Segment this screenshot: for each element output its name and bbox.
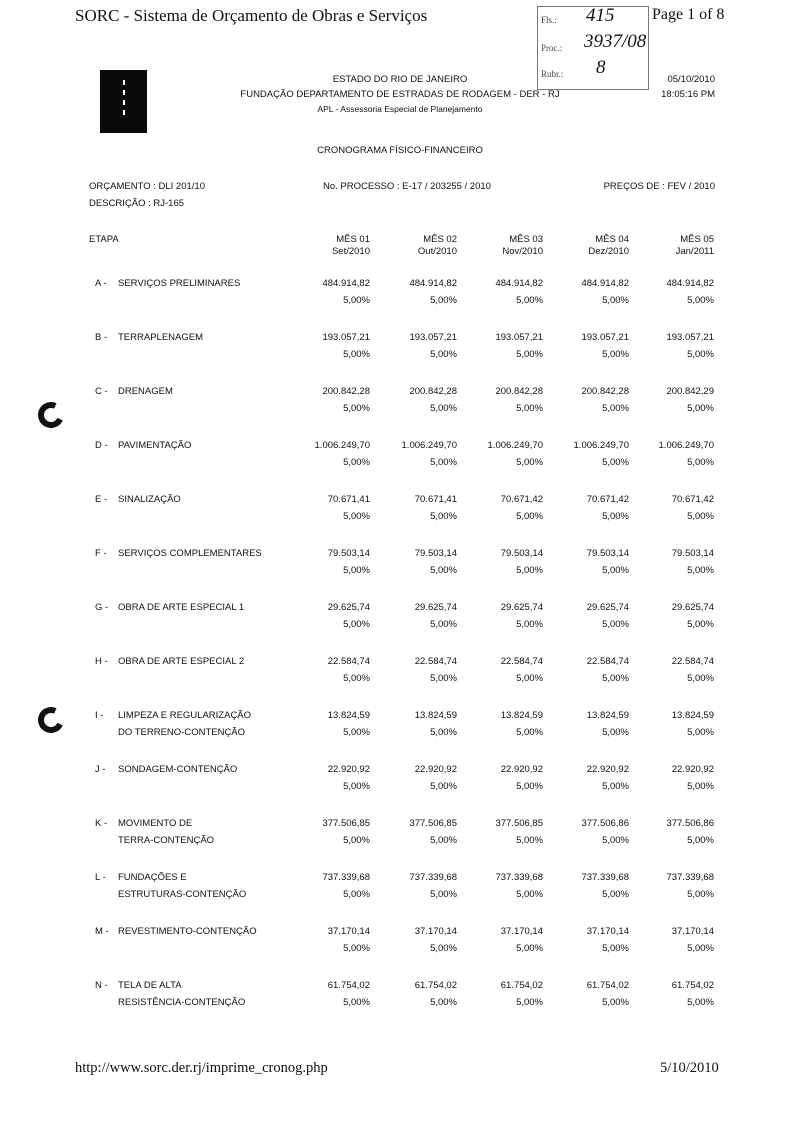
month-percent: 5,00% (430, 673, 457, 684)
month-value: 22.920,92 (500, 764, 543, 775)
month-value: 200.842,28 (495, 386, 543, 397)
stamp-proc-value: 3937/08 (584, 31, 647, 52)
etapa-label: OBRA DE ARTE ESPECIAL 1 (118, 602, 245, 613)
month-value: 377.506,85 (495, 818, 543, 829)
month-percent: 5,00% (687, 943, 714, 954)
month-value: 737.339,68 (581, 872, 629, 883)
month-percent: 5,00% (516, 295, 543, 306)
etapa-code: N - (95, 980, 108, 991)
header-time: 18:05:16 PM (661, 89, 715, 100)
month-value: 737.339,68 (495, 872, 543, 883)
month-value: 13.824,59 (414, 710, 457, 721)
etapa-label: PAVIMENTAÇÃO (118, 440, 192, 451)
month-value: 79.503,14 (671, 548, 714, 559)
month-percent: 5,00% (516, 889, 543, 900)
etapa-label: REVESTIMENTO-CONTENÇÃO (118, 926, 257, 937)
month-value: 79.503,14 (327, 548, 370, 559)
etapa-label: SONDAGEM-CONTENÇÃO (118, 764, 238, 775)
month-percent: 5,00% (343, 349, 370, 360)
punch-hole-mark (34, 703, 67, 736)
month-value: 200.842,28 (581, 386, 629, 397)
month-value: 193.057,21 (495, 332, 543, 343)
month-header-name: MÊS 02 (423, 234, 457, 245)
month-percent: 5,00% (430, 835, 457, 846)
month-percent: 5,00% (430, 997, 457, 1008)
month-percent: 5,00% (430, 511, 457, 522)
month-value: 22.920,92 (327, 764, 370, 775)
month-value: 61.754,02 (327, 980, 370, 991)
footer-url: http://www.sorc.der.rj/imprime_cronog.php (75, 1060, 328, 1076)
etapa-label: SERVIÇOS PRELIMINARES (118, 278, 241, 289)
month-value: 377.506,86 (581, 818, 629, 829)
month-percent: 5,00% (687, 673, 714, 684)
month-value: 37.170,14 (327, 926, 370, 937)
month-percent: 5,00% (602, 457, 629, 468)
etapa-code: I - (95, 710, 104, 721)
month-percent: 5,00% (430, 781, 457, 792)
etapa-label-line2: RESISTÊNCIA-CONTENÇÃO (118, 997, 246, 1008)
month-percent: 5,00% (602, 889, 629, 900)
month-percent: 5,00% (602, 781, 629, 792)
month-value: 1.006.249,70 (573, 440, 629, 451)
month-value: 70.671,41 (414, 494, 457, 505)
month-value: 61.754,02 (414, 980, 457, 991)
month-value: 737.339,68 (409, 872, 457, 883)
etapa-code: F - (95, 548, 107, 559)
month-header-name: MÊS 04 (595, 234, 629, 245)
month-percent: 5,00% (687, 511, 714, 522)
month-value: 22.920,92 (414, 764, 457, 775)
month-header-period: Out/2010 (417, 246, 457, 257)
month-value: 22.920,92 (671, 764, 714, 775)
etapa-code: D - (95, 440, 108, 451)
stamp-rubr-value: 8 (596, 57, 606, 78)
month-percent: 5,00% (602, 619, 629, 630)
month-percent: 5,00% (602, 727, 629, 738)
month-value: 70.671,42 (671, 494, 714, 505)
month-value: 377.506,85 (409, 818, 457, 829)
month-value: 193.057,21 (581, 332, 629, 343)
month-value: 79.503,14 (414, 548, 457, 559)
month-percent: 5,00% (516, 511, 543, 522)
month-percent: 5,00% (516, 943, 543, 954)
month-percent: 5,00% (430, 619, 457, 630)
month-percent: 5,00% (687, 457, 714, 468)
month-value: 37.170,14 (414, 926, 457, 937)
document-title: CRONOGRAMA FÍSICO-FINANCEIRO (317, 145, 483, 156)
month-value: 70.671,41 (327, 494, 370, 505)
month-value: 737.339,68 (322, 872, 370, 883)
etapa-code: M - (95, 926, 109, 937)
etapa-code: A - (95, 278, 107, 289)
month-percent: 5,00% (343, 727, 370, 738)
month-percent: 5,00% (343, 619, 370, 630)
month-value: 61.754,02 (671, 980, 714, 991)
month-header-period: Dez/2010 (588, 246, 629, 257)
month-value: 1.006.249,70 (401, 440, 457, 451)
punch-hole-mark (34, 398, 67, 431)
month-percent: 5,00% (343, 835, 370, 846)
etapa-label-line2: TERRA-CONTENÇÃO (118, 835, 215, 846)
etapa-code: J - (95, 764, 106, 775)
month-percent: 5,00% (602, 565, 629, 576)
month-value: 193.057,21 (409, 332, 457, 343)
etapa-code: G - (95, 602, 109, 613)
month-percent: 5,00% (687, 835, 714, 846)
month-value: 29.625,74 (500, 602, 543, 613)
month-percent: 5,00% (602, 673, 629, 684)
etapa-code: L - (95, 872, 106, 883)
month-percent: 5,00% (687, 889, 714, 900)
month-percent: 5,00% (430, 349, 457, 360)
browser-page-title: SORC - Sistema de Orçamento de Obras e Serviços (75, 6, 428, 25)
header-state: ESTADO DO RIO DE JANEIRO (332, 74, 468, 85)
footer-date: 5/10/2010 (660, 1060, 719, 1076)
etapa-label: LIMPEZA E REGULARIZAÇÃO (118, 710, 252, 721)
month-value: 200.842,29 (666, 386, 714, 397)
month-percent: 5,00% (343, 889, 370, 900)
page-number: Page 1 of 8 (652, 6, 725, 23)
month-value: 29.625,74 (586, 602, 629, 613)
month-value: 200.842,28 (322, 386, 370, 397)
month-value: 1.006.249,70 (314, 440, 370, 451)
etapa-label: FUNDAÇÕES E (118, 872, 187, 883)
etapa-code: B - (95, 332, 108, 343)
etapa-label: MOVIMENTO DE (118, 818, 193, 829)
month-percent: 5,00% (602, 997, 629, 1008)
month-percent: 5,00% (430, 457, 457, 468)
month-value: 484.914,82 (581, 278, 629, 289)
month-percent: 5,00% (516, 673, 543, 684)
etapa-label-line2: ESTRUTURAS-CONTENÇÃO (118, 889, 247, 900)
month-header-period: Nov/2010 (502, 246, 543, 257)
etapa-label: SERVIÇOS COMPLEMENTARES (118, 548, 262, 559)
month-percent: 5,00% (602, 403, 629, 414)
month-percent: 5,00% (343, 943, 370, 954)
month-percent: 5,00% (343, 997, 370, 1008)
month-value: 22.920,92 (586, 764, 629, 775)
month-value: 29.625,74 (327, 602, 370, 613)
etapa-label: DRENAGEM (118, 386, 173, 397)
month-value: 22.584,74 (327, 656, 370, 667)
month-header-name: MÊS 03 (509, 234, 543, 245)
month-value: 37.170,14 (586, 926, 629, 937)
month-value: 193.057,21 (322, 332, 370, 343)
month-header-name: MÊS 01 (336, 234, 370, 245)
month-percent: 5,00% (516, 619, 543, 630)
month-percent: 5,00% (687, 781, 714, 792)
month-value: 193.057,21 (666, 332, 714, 343)
month-percent: 5,00% (687, 403, 714, 414)
month-value: 37.170,14 (500, 926, 543, 937)
stamp-rubr-label: Rubr.: (541, 69, 564, 79)
etapa-label: TELA DE ALTA (118, 980, 182, 991)
month-value: 484.914,82 (409, 278, 457, 289)
etapa-code: C - (95, 386, 108, 397)
month-percent: 5,00% (430, 943, 457, 954)
month-value: 70.671,42 (500, 494, 543, 505)
month-value: 200.842,28 (409, 386, 457, 397)
etapa-label-line2: DO TERRENO-CONTENÇÃO (118, 727, 246, 738)
month-percent: 5,00% (430, 727, 457, 738)
month-percent: 5,00% (343, 565, 370, 576)
month-value: 737.339,68 (666, 872, 714, 883)
month-value: 37.170,14 (671, 926, 714, 937)
month-percent: 5,00% (516, 835, 543, 846)
etapa-header: ETAPA (89, 234, 119, 245)
month-percent: 5,00% (430, 889, 457, 900)
month-value: 79.503,14 (586, 548, 629, 559)
month-percent: 5,00% (343, 457, 370, 468)
orcamento: ORÇAMENTO : DLI 201/10 (89, 181, 205, 192)
month-percent: 5,00% (687, 619, 714, 630)
month-header-period: Jan/2011 (675, 246, 714, 257)
month-percent: 5,00% (430, 403, 457, 414)
month-value: 484.914,82 (495, 278, 543, 289)
month-value: 22.584,74 (671, 656, 714, 667)
month-header-period: Set/2010 (331, 246, 370, 257)
stamp-fls-value: 415 (586, 5, 615, 26)
month-percent: 5,00% (343, 781, 370, 792)
month-value: 29.625,74 (671, 602, 714, 613)
month-percent: 5,00% (602, 511, 629, 522)
month-percent: 5,00% (602, 835, 629, 846)
etapa-code: H - (95, 656, 108, 667)
month-percent: 5,00% (687, 997, 714, 1008)
month-value: 79.503,14 (500, 548, 543, 559)
month-percent: 5,00% (516, 997, 543, 1008)
month-value: 1.006.249,70 (487, 440, 543, 451)
etapa-label: SINALIZAÇÃO (118, 494, 181, 505)
month-percent: 5,00% (516, 727, 543, 738)
month-value: 29.625,74 (414, 602, 457, 613)
month-percent: 5,00% (343, 295, 370, 306)
etapa-code: K - (95, 818, 108, 829)
month-percent: 5,00% (687, 295, 714, 306)
month-value: 13.824,59 (586, 710, 629, 721)
month-value: 377.506,85 (322, 818, 370, 829)
month-header-name: MÊS 05 (680, 234, 714, 245)
month-percent: 5,00% (516, 781, 543, 792)
stamp-proc-label: Proc.: (541, 43, 563, 53)
month-percent: 5,00% (602, 295, 629, 306)
header-date: 05/10/2010 (667, 74, 715, 85)
month-value: 22.584,74 (414, 656, 457, 667)
etapa-label: TERRAPLENAGEM (118, 332, 203, 343)
month-percent: 5,00% (516, 349, 543, 360)
month-percent: 5,00% (516, 457, 543, 468)
month-value: 61.754,02 (586, 980, 629, 991)
month-percent: 5,00% (516, 565, 543, 576)
month-value: 484.914,82 (666, 278, 714, 289)
etapa-code: E - (95, 494, 108, 505)
month-percent: 5,00% (687, 349, 714, 360)
month-percent: 5,00% (602, 943, 629, 954)
processo: No. PROCESSO : E-17 / 203255 / 2010 (323, 181, 491, 192)
header-institution: FUNDAÇÃO DEPARTAMENTO DE ESTRADAS DE RODAGEM - DER - RJ (240, 89, 560, 100)
month-percent: 5,00% (430, 565, 457, 576)
month-value: 70.671,42 (586, 494, 629, 505)
precos: PREÇOS DE : FEV / 2010 (603, 181, 715, 192)
header-department: APL - Assessoria Especial de Planejamento (317, 104, 483, 114)
month-percent: 5,00% (687, 727, 714, 738)
month-percent: 5,00% (687, 565, 714, 576)
month-value: 13.824,59 (500, 710, 543, 721)
month-percent: 5,00% (343, 511, 370, 522)
month-value: 22.584,74 (586, 656, 629, 667)
descricao: DESCRIÇÃO : RJ-165 (89, 198, 185, 209)
month-value: 377.506,86 (666, 818, 714, 829)
month-value: 13.824,59 (327, 710, 370, 721)
month-value: 484.914,82 (322, 278, 370, 289)
etapa-label: OBRA DE ARTE ESPECIAL 2 (118, 656, 245, 667)
der-logo (100, 70, 147, 133)
month-percent: 5,00% (516, 403, 543, 414)
month-value: 61.754,02 (500, 980, 543, 991)
month-percent: 5,00% (343, 673, 370, 684)
month-value: 13.824,59 (671, 710, 714, 721)
month-value: 1.006.249,70 (658, 440, 714, 451)
month-percent: 5,00% (430, 295, 457, 306)
month-value: 22.584,74 (500, 656, 543, 667)
month-percent: 5,00% (343, 403, 370, 414)
stamp-fls-label: Fls.: (541, 15, 557, 25)
month-percent: 5,00% (602, 349, 629, 360)
